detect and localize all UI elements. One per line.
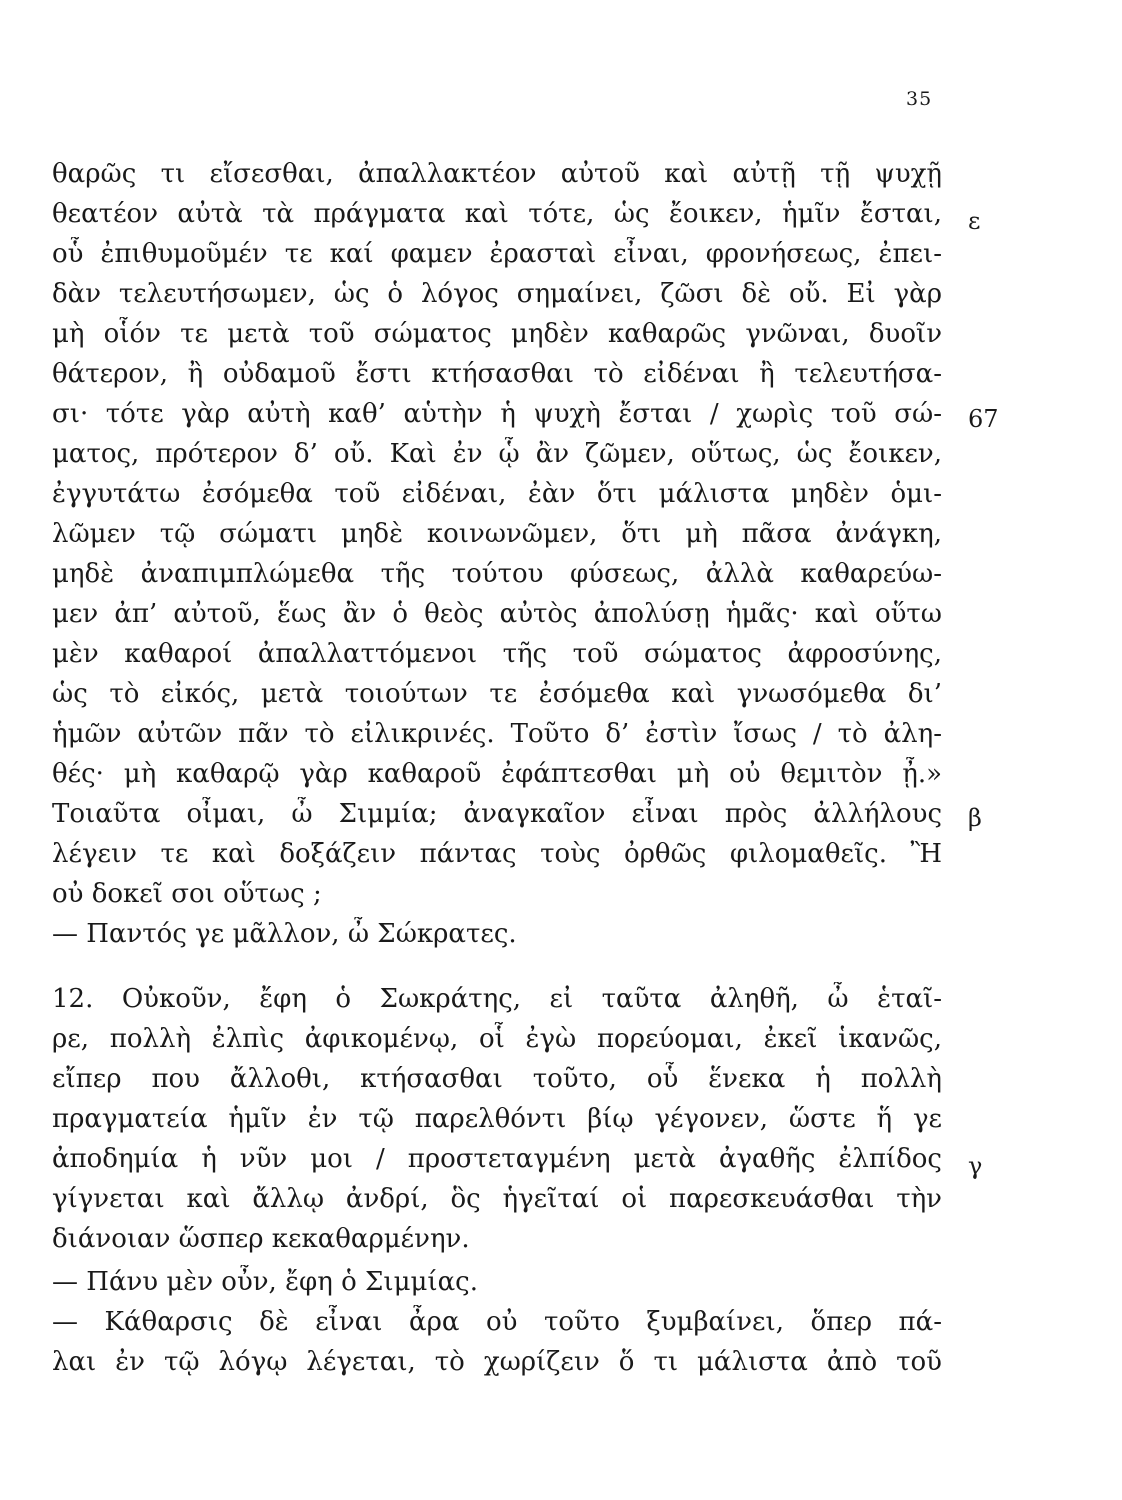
margin-note: β <box>968 804 982 832</box>
text-line: γίγνεται καὶ ἄλλῳ ἀνδρί, ὃς ἡγεῖταί οἱ παρεσκευάσθαι τὴν <box>52 1184 942 1214</box>
text-line: μεν ἀπ’ αὐτοῦ, ἕως ἂν ὁ θεὸς αὐτὸς ἀπολύσῃ ἡμᾶς· καὶ οὕτω <box>52 599 942 629</box>
text-line: λαι ἐν τῷ λόγῳ λέγεται, τὸ χωρίζειν ὅ τι μάλιστα ἀπὸ τοῦ <box>52 1347 942 1377</box>
text-line: πραγματεία ἡμῖν ἐν τῷ παρελθόντι βίῳ γέγονεν, ὥστε ἥ γε <box>52 1104 942 1134</box>
text-line: μὲν καθαροί ἀπαλλαττόμενοι τῆς τοῦ σώματος ἀφροσύνης, <box>52 639 942 669</box>
text-line: — Παντός γε μᾶλλον, ὦ Σώκρατες. <box>52 919 517 949</box>
text-line: ἐγγυτάτω ἐσόμεθα τοῦ εἰδέναι, ἐὰν ὅτι μάλιστα μηδὲν ὁμι- <box>52 479 942 509</box>
text-line: μηδὲ ἀναπιμπλώμεθα τῆς τούτου φύσεως, ἀλλὰ καθαρεύω- <box>52 559 942 589</box>
text-line: σι· τότε γὰρ αὐτὴ καθ’ αὑτὴν ἡ ψυχὴ ἔσται / χωρὶς τοῦ σώ- <box>52 399 942 429</box>
text-line: εἴπερ που ἄλλοθι, κτήσασθαι τοῦτο, οὗ ἕνεκα ἡ πολλὴ <box>52 1064 942 1094</box>
text-line: ρε, πολλὴ ἐλπὶς ἀφικομένῳ, οἷ ἐγὼ πορεύομαι, ἐκεῖ ἱκανῶς, <box>52 1024 942 1054</box>
margin-note: ε <box>968 207 981 235</box>
text-line: θές· μὴ καθαρῷ γὰρ καθαροῦ ἐφάπτεσθαι μὴ οὐ θεμιτὸν ᾖ.» <box>52 759 942 789</box>
text-line: — Κάθαρσις δὲ εἶναι ἆρα οὐ τοῦτο ξυμβαίνει, ὅπερ πά- <box>52 1307 942 1337</box>
text-line: ἡμῶν αὐτῶν πᾶν τὸ εἰλικρινές. Τοῦτο δ’ ἐστὶν ἴσως / τὸ ἀλη- <box>52 719 942 749</box>
text-line: θάτερον, ἢ οὐδαμοῦ ἔστι κτήσασθαι τὸ εἰδέναι ἢ τελευτήσα- <box>52 359 942 389</box>
text-line: Τοιαῦτα οἶμαι, ὦ Σιμμία; ἀναγκαῖον εἶναι πρὸς ἀλλήλους <box>52 799 942 829</box>
text-line: οὐ δοκεῖ σοι οὕτως ; <box>52 879 322 909</box>
text-line: — Πάνυ μὲν οὖν, ἔφη ὁ Σιμμίας. <box>52 1267 478 1297</box>
text-line: λέγειν τε καὶ δοξάζειν πάντας τοὺς ὀρθῶς φιλομαθεῖς. Ἢ <box>52 839 942 869</box>
margin-note: γ <box>968 1152 983 1180</box>
text-line: λῶμεν τῷ σώματι μηδὲ κοινωνῶμεν, ὅτι μὴ πᾶσα ἀνάγκη, <box>52 519 942 549</box>
text-line: δὰν τελευτήσωμεν, ὡς ὁ λόγος σημαίνει, ζῶσι δὲ οὔ. Εἰ γὰρ <box>52 279 942 309</box>
page-number: 35 <box>906 88 933 110</box>
text-line: ἀποδημία ἡ νῦν μοι / προστεταγμένη μετὰ ἀγαθῆς ἐλπίδος <box>52 1144 942 1174</box>
text-line: θεατέον αὐτὰ τὰ πράγματα καὶ τότε, ὡς ἔοικεν, ἡμῖν ἔσται, <box>52 199 942 229</box>
text-line: μὴ οἷόν τε μετὰ τοῦ σώματος μηδὲν καθαρῶς γνῶναι, δυοῖν <box>52 319 942 349</box>
section-start-line: 12. Οὐκοῦν, ἔφη ὁ Σωκράτης, εἰ ταῦτα ἀληθῆ, ὦ ἑταῖ- <box>52 984 942 1014</box>
text-line: οὗ ἐπιθυμοῦμέν τε καί φαμεν ἐρασταὶ εἶναι, φρονήσεως, ἐπει- <box>52 239 942 269</box>
text-line: θαρῶς τι εἴσεσθαι, ἀπαλλακτέον αὐτοῦ καὶ αὐτῇ τῇ ψυχῇ <box>52 159 942 189</box>
text-line: ὡς τὸ εἰκός, μετὰ τοιούτων τε ἐσόμεθα καὶ γνωσόμεθα δι’ <box>52 679 942 709</box>
text-line: ματος, πρότερον δ’ οὔ. Καὶ ἐν ᾧ ἂν ζῶμεν, οὕτως, ὡς ἔοικεν, <box>52 439 942 469</box>
margin-note: 67 <box>968 405 999 433</box>
text-line: διάνοιαν ὥσπερ κεκαθαρμένην. <box>52 1224 470 1254</box>
